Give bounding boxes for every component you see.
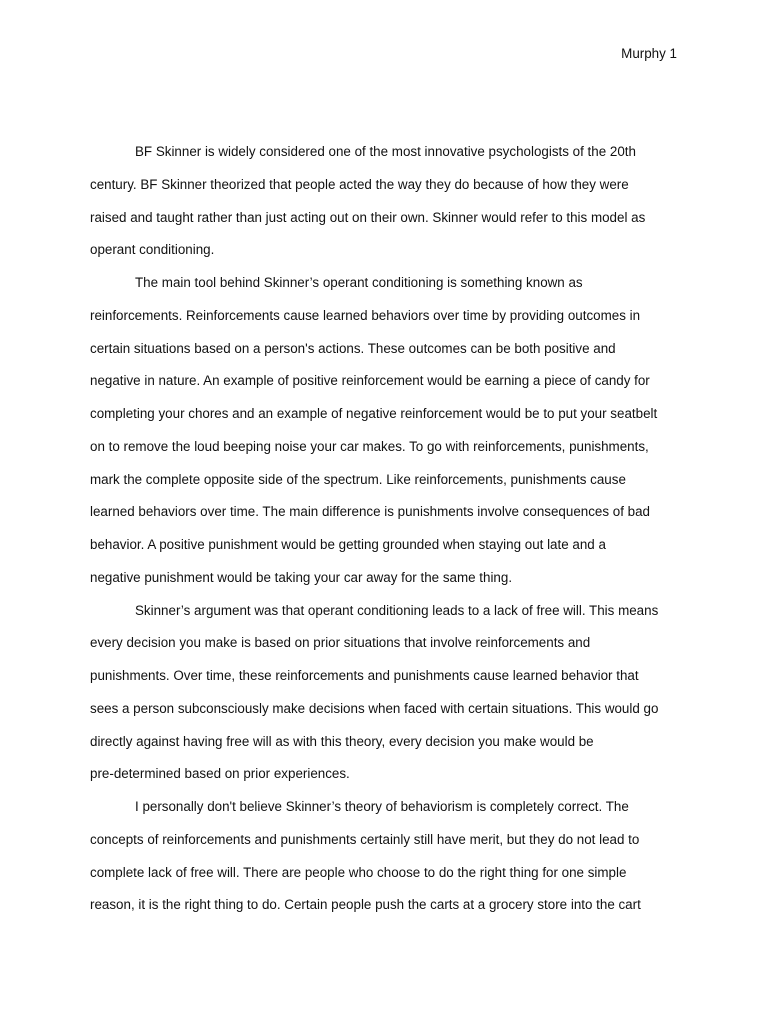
running-header: Murphy 1 (621, 46, 677, 61)
paragraph-first-line: I personally don't believe Skinner’s theory of behaviorism is completely correct. The (135, 799, 629, 814)
text-line: sees a person subconsciously make decisions when faced with certain situations. This would go (90, 700, 659, 716)
text-line: raised and taught rather than just acting out on their own. Skinner would refer to this model as (90, 209, 646, 225)
paragraph-first-line: BF Skinner is widely considered one of the most innovative psychologists of the 20th (135, 144, 636, 159)
text-line: behavior. A positive punishment would be getting grounded when staying out late and a (90, 537, 606, 552)
text-line: every decision you make is based on prior situations that involve reinforcements and (90, 635, 591, 651)
text-line: concepts of reinforcements and punishments certainly still have merit, but they do not lead to (90, 831, 640, 847)
text-line: on to remove the loud beeping noise your car makes. To go with reinforcements, punishments, (90, 438, 649, 454)
text-line: directly against having free will as with this theory, every decision you make would be (90, 733, 594, 749)
text-line: punishments. Over time, these reinforcements and punishments cause learned behavior that (90, 668, 639, 683)
text-line: mark the complete opposite side of the spectrum. Like reinforcements, punishments cause (90, 471, 626, 487)
text-line: negative in nature. An example of positive reinforcement would be earning a piece of candy for (90, 373, 650, 389)
text-line: reason, it is the right thing to do. Certain people push the carts at a grocery store into the cart (90, 897, 641, 913)
text-line: operant conditioning. (90, 242, 215, 258)
paragraph-first-line: The main tool behind Skinner’s operant conditioning is something known as (135, 275, 583, 290)
paragraph-first-line: Skinner’s argument was that operant conditioning leads to a lack of free will. This means (135, 602, 659, 618)
text-line: certain situations based on a person's actions. These outcomes can be both positive and (90, 340, 616, 356)
essay-body (90, 142, 678, 928)
text-line: negative punishment would be taking your car away for the same thing. (90, 569, 513, 585)
text-line: century. BF Skinner theorized that people acted the way they do because of how they were (90, 176, 629, 192)
text-line: completing your chores and an example of negative reinforcement would be to put your seatbelt (90, 406, 658, 421)
text-line: learned behaviors over time. The main difference is punishments involve consequences of bad (90, 504, 651, 520)
text-line: reinforcements. Reinforcements cause learned behaviors over time by providing outcomes in (90, 307, 641, 323)
text-line: complete lack of free will. There are people who choose to do the right thing for one simple (90, 864, 627, 880)
text-line: pre-determined based on prior experiences. (90, 766, 350, 782)
